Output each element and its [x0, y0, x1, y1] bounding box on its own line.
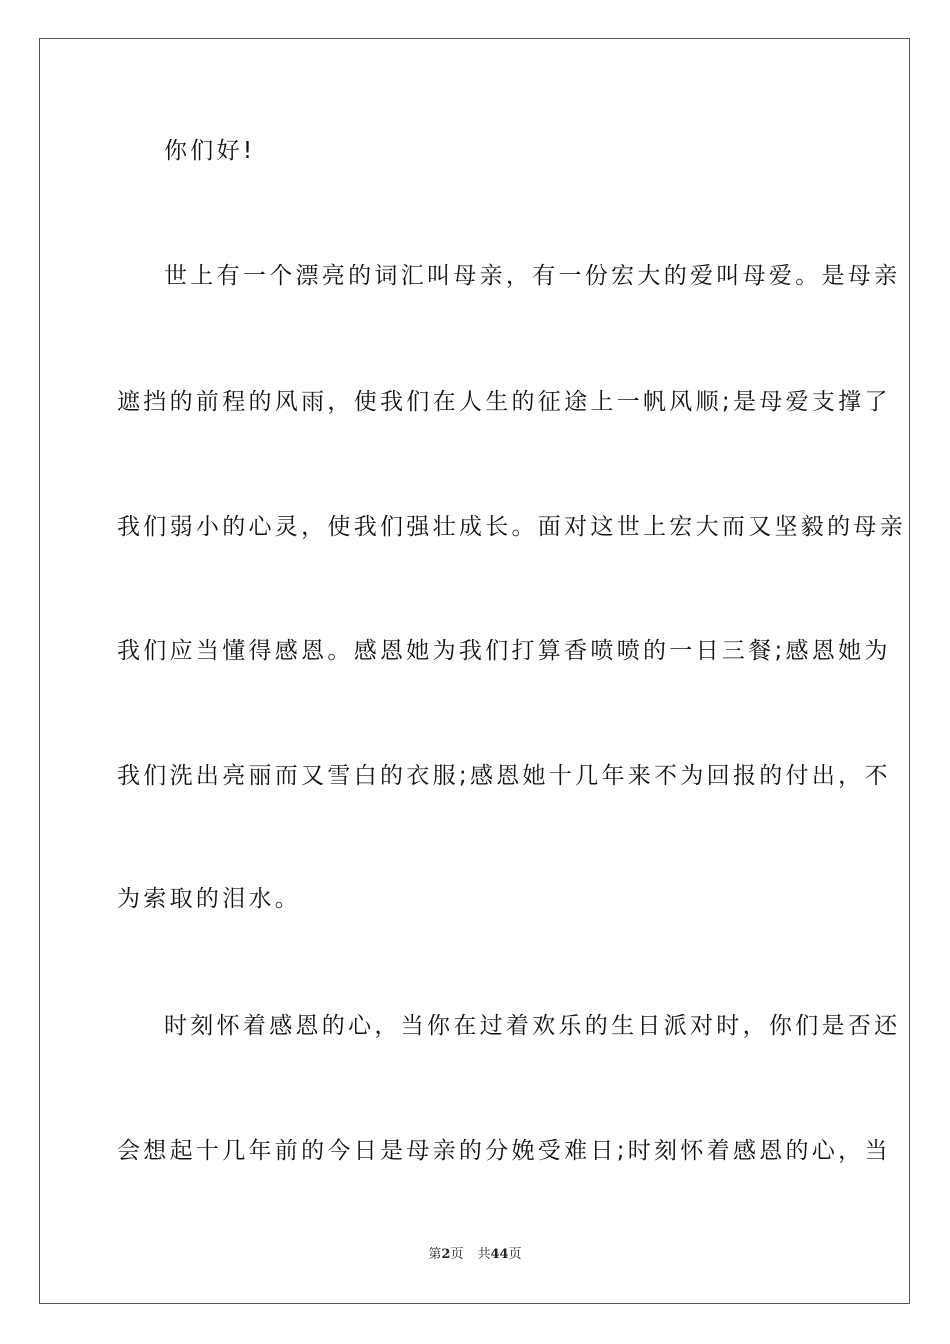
page-border — [39, 38, 910, 1304]
greeting-line: 你们好! — [164, 138, 256, 164]
page-footer — [0, 1246, 950, 1264]
text-line: 世上有一个漂亮的词汇叫母亲，有一份宏大的爱叫母爱。是母亲 — [164, 263, 901, 289]
text-line: 我们弱小的心灵，使我们强壮成长。面对这世上宏大而又坚毅的母亲 — [117, 514, 906, 540]
text-line: 遮挡的前程的风雨，使我们在人生的征途上一帆风顺;是母爱支撑了 — [117, 389, 891, 415]
text-line: 为索取的泪水。 — [117, 886, 302, 912]
total-prefix: 共 — [477, 1247, 491, 1262]
text-line: 会想起十几年前的今日是母亲的分娩受难日;时刻怀着感恩的心，当 — [117, 1138, 891, 1164]
total-pages: 44 — [490, 1247, 509, 1262]
total-suffix: 页 — [508, 1247, 522, 1262]
page-suffix: 页 — [450, 1247, 464, 1262]
page-prefix: 第 — [428, 1247, 442, 1262]
text-line: 时刻怀着感恩的心，当你在过着欢乐的生日派对时，你们是否还 — [164, 1013, 901, 1039]
text-line: 我们洗出亮丽而又雪白的衣服;感恩她十几年来不为回报的付出，不 — [117, 763, 891, 789]
page-number: 2 — [441, 1247, 451, 1262]
text-line: 我们应当懂得感恩。感恩她为我们打算香喷喷的一日三餐;感恩她为 — [117, 638, 891, 664]
